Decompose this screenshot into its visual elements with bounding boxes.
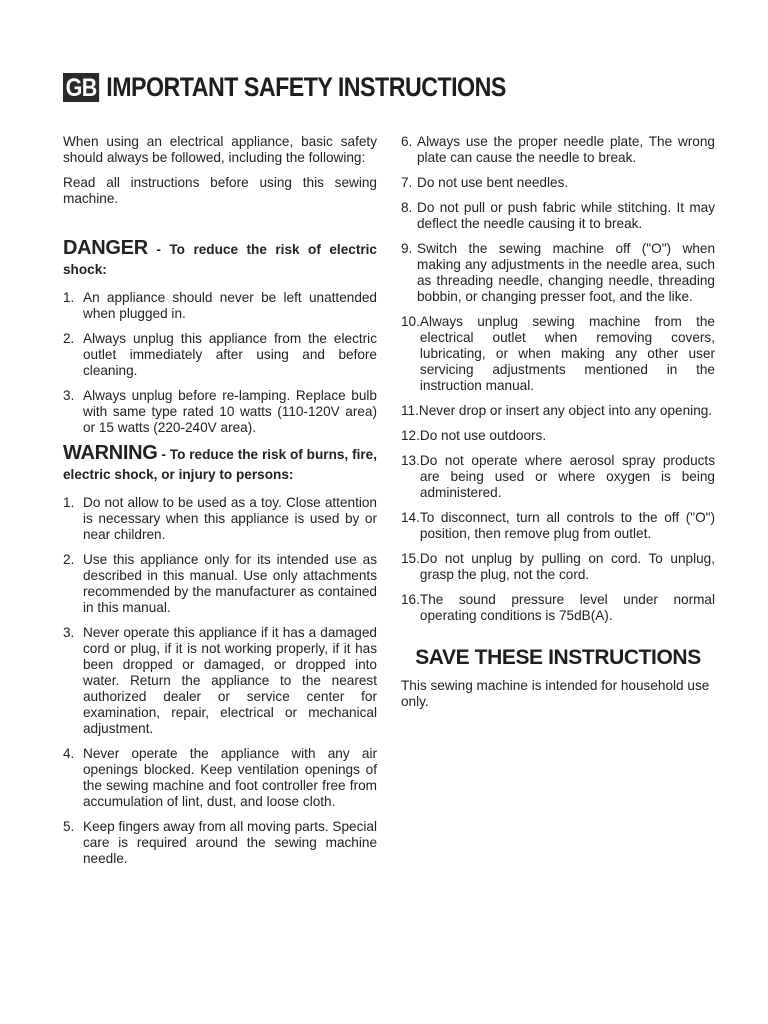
list-item [401,175,715,191]
item-number: 7. [401,175,413,190]
item-text: Never operate this appliance if it has a damaged cord or plug, if it is not working properly, if it has been dropped or damaged, or dropped into water. Return the appliance to the nearest authorized dealer or service center for examination, repair, electrical or mechanical adjustment. [83,625,377,736]
danger-heading [63,237,377,280]
item-text: Always unplug sewing machine from the electrical outlet when removing covers, lubricating, or when making any other user servicing adjustments mentioned in the instruction manual. [419,314,715,393]
danger-word: DANGER [63,237,148,259]
item-text: Use this appliance only for its intended use as described in this manual. Use only attachments recommended by the manufacturer as contained in this manual. [83,552,377,615]
item-number: 3. [63,388,75,403]
list-item [401,241,715,305]
left-column [63,134,377,876]
list-item [401,510,715,542]
list-item [63,552,377,616]
item-text: To disconnect, turn all controls to the off ("O") position, then remove plug from outlet. [419,510,715,541]
item-number: 2. [63,331,75,346]
item-number: 11. [401,403,419,418]
item-number: 3. [63,625,75,640]
item-number: 2. [63,552,75,567]
warning-subtitle: - To reduce the risk of burns, fire, electric shock, or injury to persons: [63,447,377,482]
continued-list [401,134,715,624]
list-item [401,551,715,583]
danger-subtitle: - To reduce the risk of electric shock: [63,242,377,277]
list-item [63,331,377,379]
page-title [63,72,506,103]
intro-paragraph: When using an electrical appliance, basic safety should always be followed, including the following: [63,134,377,165]
item-number: 16. [401,592,420,607]
item-text: Keep fingers away from all moving parts. Special care is required around the sewing machine needle. [83,819,377,866]
item-text: An appliance should never be left unattended when plugged in. [83,290,377,321]
intro-read-instructions: Read all instructions before using this sewing machine. [63,175,377,206]
warning-heading [63,442,377,485]
item-text: Do not use bent needles. [417,175,569,190]
item-number: 1. [63,290,75,305]
danger-list [63,290,377,436]
item-number: 9. [401,241,413,256]
item-text: Always unplug before re-lamping. Replace bulb with same type rated 10 watts (110-120V area) or 15 watts (220-240V area). [83,388,377,435]
warning-word: WARNING [63,442,158,464]
item-number: 8. [401,200,413,215]
item-number: 12. [401,428,420,443]
item-text: Do not use outdoors. [419,428,547,443]
item-number: 6. [401,134,413,149]
list-item [401,403,715,419]
item-text: Switch the sewing machine off ("O") when making any adjustments in the needle area, such as threading needle, changing needle, threading bobbin, or changing presser foot, and the like. [417,241,715,304]
list-item [63,625,377,737]
item-text: Do not allow to be used as a toy. Close attention is necessary when this appliance is used by or near children. [83,495,377,542]
item-number: 10. [401,314,420,329]
list-item [401,592,715,624]
item-number: 15. [401,551,420,566]
item-number: 13. [401,453,420,468]
item-text: Do not pull or push fabric while stitching. It may deflect the needle causing it to break. [417,200,715,231]
item-text: Do not operate where aerosol spray products are being used or where oxygen is being administered. [419,453,715,500]
item-number: 4. [63,746,75,761]
list-item [63,746,377,810]
right-column [401,134,715,710]
page-title-text: IMPORTANT SAFETY INSTRUCTIONS [106,72,506,102]
save-instructions-heading: SAVE THESE INSTRUCTIONS [415,646,701,669]
list-item [401,134,715,166]
list-item [401,200,715,232]
warning-list [63,495,377,867]
item-number: 5. [63,819,75,834]
list-item [63,290,377,322]
list-item [401,453,715,501]
list-item [63,388,377,436]
list-item [63,819,377,867]
item-text: Never drop or insert any object into any opening. [418,403,713,418]
item-text: Do not unplug by pulling on cord. To unplug, grasp the plug, not the cord. [419,551,715,582]
item-text: Never operate the appliance with any air openings blocked. Keep ventilation openings of the sewing machine and foot controller free from accumulation of lint, dust, and loose cloth. [83,746,377,809]
item-number: 14. [401,510,420,525]
item-text: Always use the proper needle plate, The wrong plate can cause the needle to break. [417,134,715,165]
household-use-note: This sewing machine is intended for household use only. [401,678,710,709]
item-text: Always unplug this appliance from the electric outlet immediately after using and before cleaning. [83,331,377,378]
list-item [63,495,377,543]
item-text: The sound pressure level under normal operating conditions is 75dB(A). [419,592,715,623]
list-item [401,428,715,444]
item-number: 1. [63,495,75,510]
list-item [401,314,715,394]
language-badge: GB [63,73,99,102]
